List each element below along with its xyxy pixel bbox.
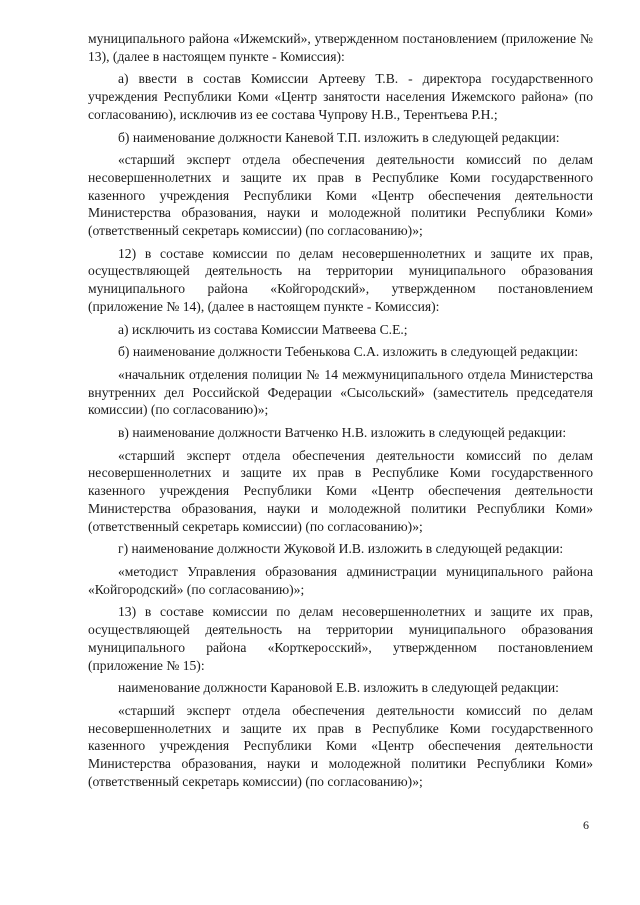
document-page bbox=[88, 30, 593, 795]
paragraph-item-12: 12) в составе комиссии по делам несовершеннолетних и защите их прав, осуществляющей деятельность на территории муниципального образования муниципального района «Койгородский», утвержденном постановлением (приложение № 14), (далее в настоящем пункте - Комиссия): bbox=[88, 245, 593, 314]
paragraph-karanova: наименование должности Карановой Е.В. изложить в следующей редакции: bbox=[118, 680, 559, 696]
paragraph-item-b-tebenkov: б) наименование должности Тебенькова С.А. изложить в следующей редакции: bbox=[118, 344, 579, 360]
paragraph-quote-senior-expert: «старший эксперт отдела обеспечения деятельности комиссий по делам несовершеннолетних и защите их прав в Республике Коми государственного казенного учреждения Республики Коми «Центр обеспечения деятельности Министерства образования, науки и молодежной политики Республики Коми» (ответственный секретарь комиссии) (по согласованию)»; bbox=[88, 152, 593, 239]
paragraph-item-13: 13) в составе комиссии по делам несовершеннолетних и защите их прав, осуществляющей деятельность на территории муниципального образования муниципального района «Корткеросский», утвержденном постановлением (приложение № 15): bbox=[88, 604, 593, 673]
paragraph-item-a-add-member: а) ввести в состав Комиссии Артееву Т.В. - директора государственного учреждения Республики Коми «Центр занятости населения Ижемского района» (по согласованию), исключив из ее состава Чупрову Н.В., Терентьева Р.Н.; bbox=[88, 71, 593, 122]
paragraph-item-v-vatchenko: в) наименование должности Ватченко Н.В. изложить в следующей редакции: bbox=[118, 425, 567, 441]
paragraph-item-b-kaneva: б) наименование должности Каневой Т.П. изложить в следующей редакции: bbox=[118, 129, 560, 145]
paragraph-quote-senior-expert-2: «старший эксперт отдела обеспечения деятельности комиссий по делам несовершеннолетних и защите их прав в Республике Коми государственного казенного учреждения Республики Коми «Центр обеспечения деятельности Министерства образования, науки и молодежной политики Республики Коми» (ответственный секретарь комиссии) (по согласованию)»; bbox=[88, 447, 593, 534]
page-number: 6 bbox=[583, 818, 589, 832]
paragraph-quote-senior-expert-3: «старший эксперт отдела обеспечения деятельности комиссий по делам несовершеннолетних и защите их прав в Республике Коми государственного казенного учреждения Республики Коми «Центр обеспечения деятельности Министерства образования, науки и молодежной политики Республики Коми» (ответственный секретарь комиссии) (по согласованию)»; bbox=[88, 702, 593, 789]
paragraph-quote-police-chief: «начальник отделения полиции № 14 межмуниципального отдела Министерства внутренних дел Российской Федерации «Сысольский» (заместитель председателя комиссии) (по согласованию)»; bbox=[88, 366, 593, 418]
paragraph-item-a-exclude: а) исключить из состава Комиссии Матвеева С.Е.; bbox=[118, 321, 408, 337]
paragraph-quote-methodist: «методист Управления образования администрации муниципального района «Койгородский» (по согласованию)»; bbox=[88, 563, 593, 597]
paragraph-continuation: муниципального района «Ижемский», утвержденном постановлением (приложение № 13), (далее в настоящем пункте - Комиссия): bbox=[88, 31, 593, 64]
paragraph-item-g-zhukova: г) наименование должности Жуковой И.В. изложить в следующей редакции: bbox=[118, 541, 564, 557]
